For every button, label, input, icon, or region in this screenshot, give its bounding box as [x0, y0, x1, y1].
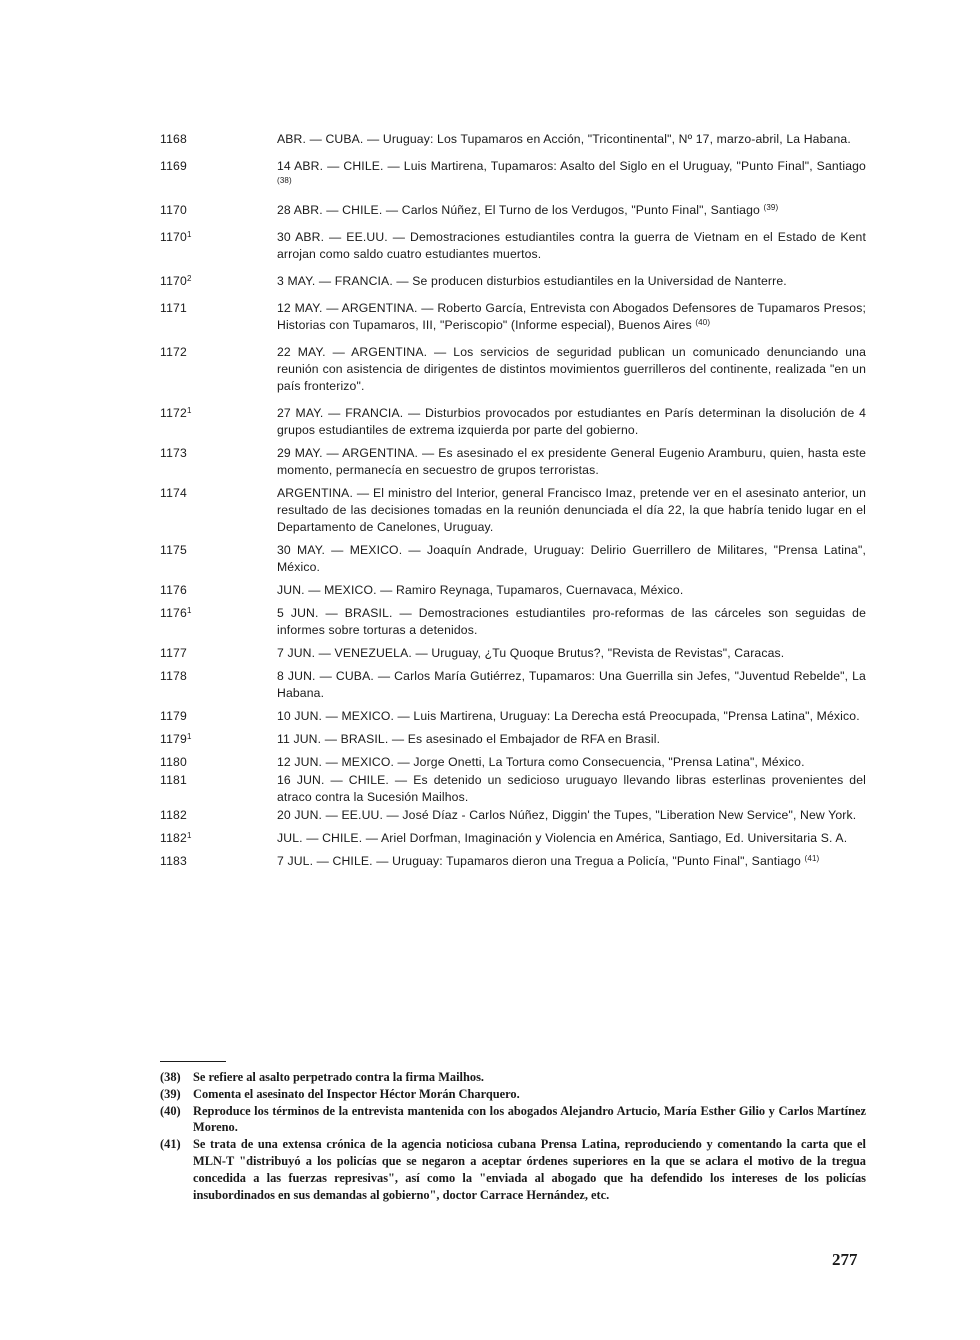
- entry-number: 1182: [160, 808, 188, 822]
- entry-text: 27 MAY. — FRANCIA. — Disturbios provocados por estudiantes en París determinan la disolución de 4 grupos estudiantiles de extrema izquierda por parte del gobierno.: [277, 406, 866, 437]
- footnote: [160, 1136, 866, 1203]
- entry-number: 1170: [160, 203, 188, 217]
- entry-text: 30 MAY. — MEXICO. — Joaquín Andrade, Uruguay: Delirio Guerrillero de Militares, "Prensa Latina", México.: [277, 543, 866, 574]
- entry-number: 1170$^2$: [160, 274, 192, 288]
- entry-number: 1182$^1$: [160, 831, 192, 845]
- entry-text: 5 JUN. — BRASIL. — Demostraciones estudiantiles pro-reformas de las cárceles son seguidas de informes sobre torturas a detenidos.: [277, 606, 866, 637]
- entry-number: 1170$^1$: [160, 230, 192, 244]
- chronology-entry: [160, 830, 866, 847]
- entry-text: JUN. — MEXICO. — Ramiro Reynaga, Tupamaros, Cuernavaca, México.: [277, 583, 684, 597]
- entry-text: 7 JUN. — VENEZUELA. — Uruguay, ¿Tu Quoque Brutus?, "Revista de Revistas", Caracas.: [277, 646, 785, 660]
- chronology-entry: [160, 229, 866, 263]
- entry-number: 1174: [160, 486, 188, 500]
- chronology-entry: [160, 605, 866, 639]
- entry-number: 1169: [160, 159, 188, 173]
- chronology-entry: [160, 158, 866, 192]
- entry-text: ARGENTINA. — El ministro del Interior, general Francisco Imaz, pretende ver en el asesinato anterior, un resultado de las decisiones tomadas en la reunión denunciada el día 22, la que habría tenido lugar en el Departamento de Canelones, Uruguay.: [277, 486, 866, 534]
- entry-number: 1180: [160, 755, 188, 769]
- entry-number: 1179: [160, 709, 188, 723]
- entry-number: 1171: [160, 301, 188, 315]
- entry-text: 8 JUN. — CUBA. — Carlos María Gutiérrez, Tupamaros: Una Guerrilla sin Jefes, "Juventud Rebelde", La Habana.: [277, 669, 866, 700]
- chronology-entry: [160, 582, 866, 599]
- entry-text: 10 JUN. — MEXICO. — Luis Martirena, Uruguay: La Derecha está Preocupada, "Prensa Latina", México.: [277, 709, 860, 723]
- footnote-text: Comenta el asesinato del Inspector Héctor Morán Charquero.: [193, 1086, 520, 1101]
- chronology-entry: [160, 807, 866, 824]
- entry-number: 1173: [160, 446, 188, 460]
- footnote-number: (39): [160, 1086, 181, 1101]
- entry-text: 30 ABR. — EE.UU. — Demostraciones estudiantiles contra la guerra de Vietnam en el Estado de Kent arrojan como saldo cuatro estudiantes muertos.: [277, 230, 866, 261]
- entry-text: 7 JUL. — CHILE. — Uruguay: Tupamaros dieron una Tregua a Policía, "Punto Final", Santiago $^{(41)}$: [277, 854, 820, 868]
- footnote: [160, 1103, 866, 1137]
- chronology-entry: [160, 202, 866, 219]
- entry-number: 1172: [160, 345, 188, 359]
- page-number: 277: [832, 1250, 858, 1269]
- entry-text: JUL. — CHILE. — Ariel Dorfman, Imaginación y Violencia en América, Santiago, Ed. Universitaria S. A.: [277, 831, 848, 845]
- chronology-list: [160, 131, 866, 870]
- chronology-entry: [160, 853, 866, 870]
- chronology-entry: [160, 754, 866, 771]
- footnotes: [160, 1069, 866, 1203]
- entry-text: 12 JUN. — MEXICO. — Jorge Onetti, La Tortura como Consecuencia, "Prensa Latina", México.: [277, 755, 805, 769]
- chronology-entry: [160, 131, 866, 148]
- entry-number: 1168: [160, 132, 188, 146]
- entry-text: 28 ABR. — CHILE. — Carlos Núñez, El Turno de los Verdugos, "Punto Final", Santiago $^{(39)}$: [277, 203, 779, 217]
- entry-text: 3 MAY. — FRANCIA. — Se producen disturbios estudiantiles en la Universidad de Nanterre.: [277, 274, 787, 288]
- chronology-entry: [160, 708, 866, 725]
- entry-text: 12 MAY. — ARGENTINA. — Roberto García, Entrevista con Abogados Defensores de Tupamaros Presos; Historias con Tupamaros, III, "Periscopio" (Informe especial), Buenos Aires $^{(40)}$: [277, 301, 866, 332]
- footnote-separator: [160, 1061, 226, 1062]
- chronology-entry: [160, 273, 866, 290]
- entry-text: 29 MAY. — ARGENTINA. — Es asesinado el ex presidente General Eugenio Aramburu, quien, hasta este momento, permanecía en secuestro de grupos terroristas.: [277, 446, 866, 477]
- chronology-entry: [160, 445, 866, 479]
- chronology-entry: [160, 344, 866, 395]
- chronology-entry: [160, 542, 866, 576]
- entry-number: 1175: [160, 543, 188, 557]
- chronology-entry: [160, 485, 866, 536]
- chronology-entry: [160, 772, 866, 806]
- footnote-text: Se trata de una extensa crónica de la agencia noticiosa cubana Prensa Latina, reproduciendo y comentando la carta que el MLN-T "distribuyó a los policías que se negaron a aceptar órdenes superiores en la que se aclara el motivo de la tregua concedida a las fuerzas represivas", así como la "enviada al abogado que ha defendido los intereses de los policías insubordinados en sus demandas al gobierno", doctor Carrace Hernández, etc.: [193, 1137, 866, 1202]
- footnote-text: Reproduce los términos de la entrevista mantenida con los abogados Alejandro Artucio, María Esther Gilio y Carlos Martínez Moreno.: [193, 1103, 866, 1135]
- entry-text: 22 MAY. — ARGENTINA. — Los servicios de seguridad publican un comunicado denunciando una reunión con asistencia de dirigentes de distintos movimientos guerrilleros del continente, realizada "en un país fronterizo".: [277, 345, 866, 393]
- entry-number: 1172$^1$: [160, 406, 192, 420]
- footnote-number: (41): [160, 1137, 181, 1152]
- footnote: [160, 1086, 866, 1103]
- entry-text: 14 ABR. — CHILE. — Luis Martirena, Tupamaros: Asalto del Siglo en el Uruguay, "Punto Final", Santiago $^{(38)}$: [277, 159, 866, 185]
- entry-text: 11 JUN. — BRASIL. — Es asesinado el Embajador de RFA en Brasil.: [277, 732, 661, 746]
- entry-number: 1179$^1$: [160, 732, 192, 746]
- chronology-entry: [160, 731, 866, 748]
- footnote-text: Se refiere al asalto perpetrado contra la firma Mailhos.: [193, 1070, 485, 1084]
- entry-text: 16 JUN. — CHILE. — Es detenido un sedicioso uruguayo llevando libras esterlinas provenientes del atraco contra la Sucesión Mailhos.: [277, 773, 866, 804]
- entry-number: 1176: [160, 583, 188, 597]
- footnote: [160, 1069, 866, 1086]
- entry-number: 1183: [160, 854, 188, 868]
- footnote-number: (38): [160, 1070, 181, 1084]
- chronology-entry: [160, 300, 866, 334]
- entry-number: 1178: [160, 669, 188, 683]
- footnote-number: (40): [160, 1103, 181, 1118]
- chronology-entry: [160, 405, 866, 439]
- entry-number: 1177: [160, 646, 188, 660]
- entry-number: 1176$^1$: [160, 606, 192, 620]
- entry-number: 1181: [160, 773, 188, 787]
- entry-text: 20 JUN. — EE.UU. — José Díaz - Carlos Núñez, Diggin' the Tupes, "Liberation New Service", New York.: [277, 808, 857, 822]
- chronology-entry: [160, 668, 866, 702]
- chronology-entry: [160, 645, 866, 662]
- entry-text: ABR. — CUBA. — Uruguay: Los Tupamaros en Acción, "Tricontinental", Nº 17, marzo-abril, La Habana.: [277, 132, 851, 146]
